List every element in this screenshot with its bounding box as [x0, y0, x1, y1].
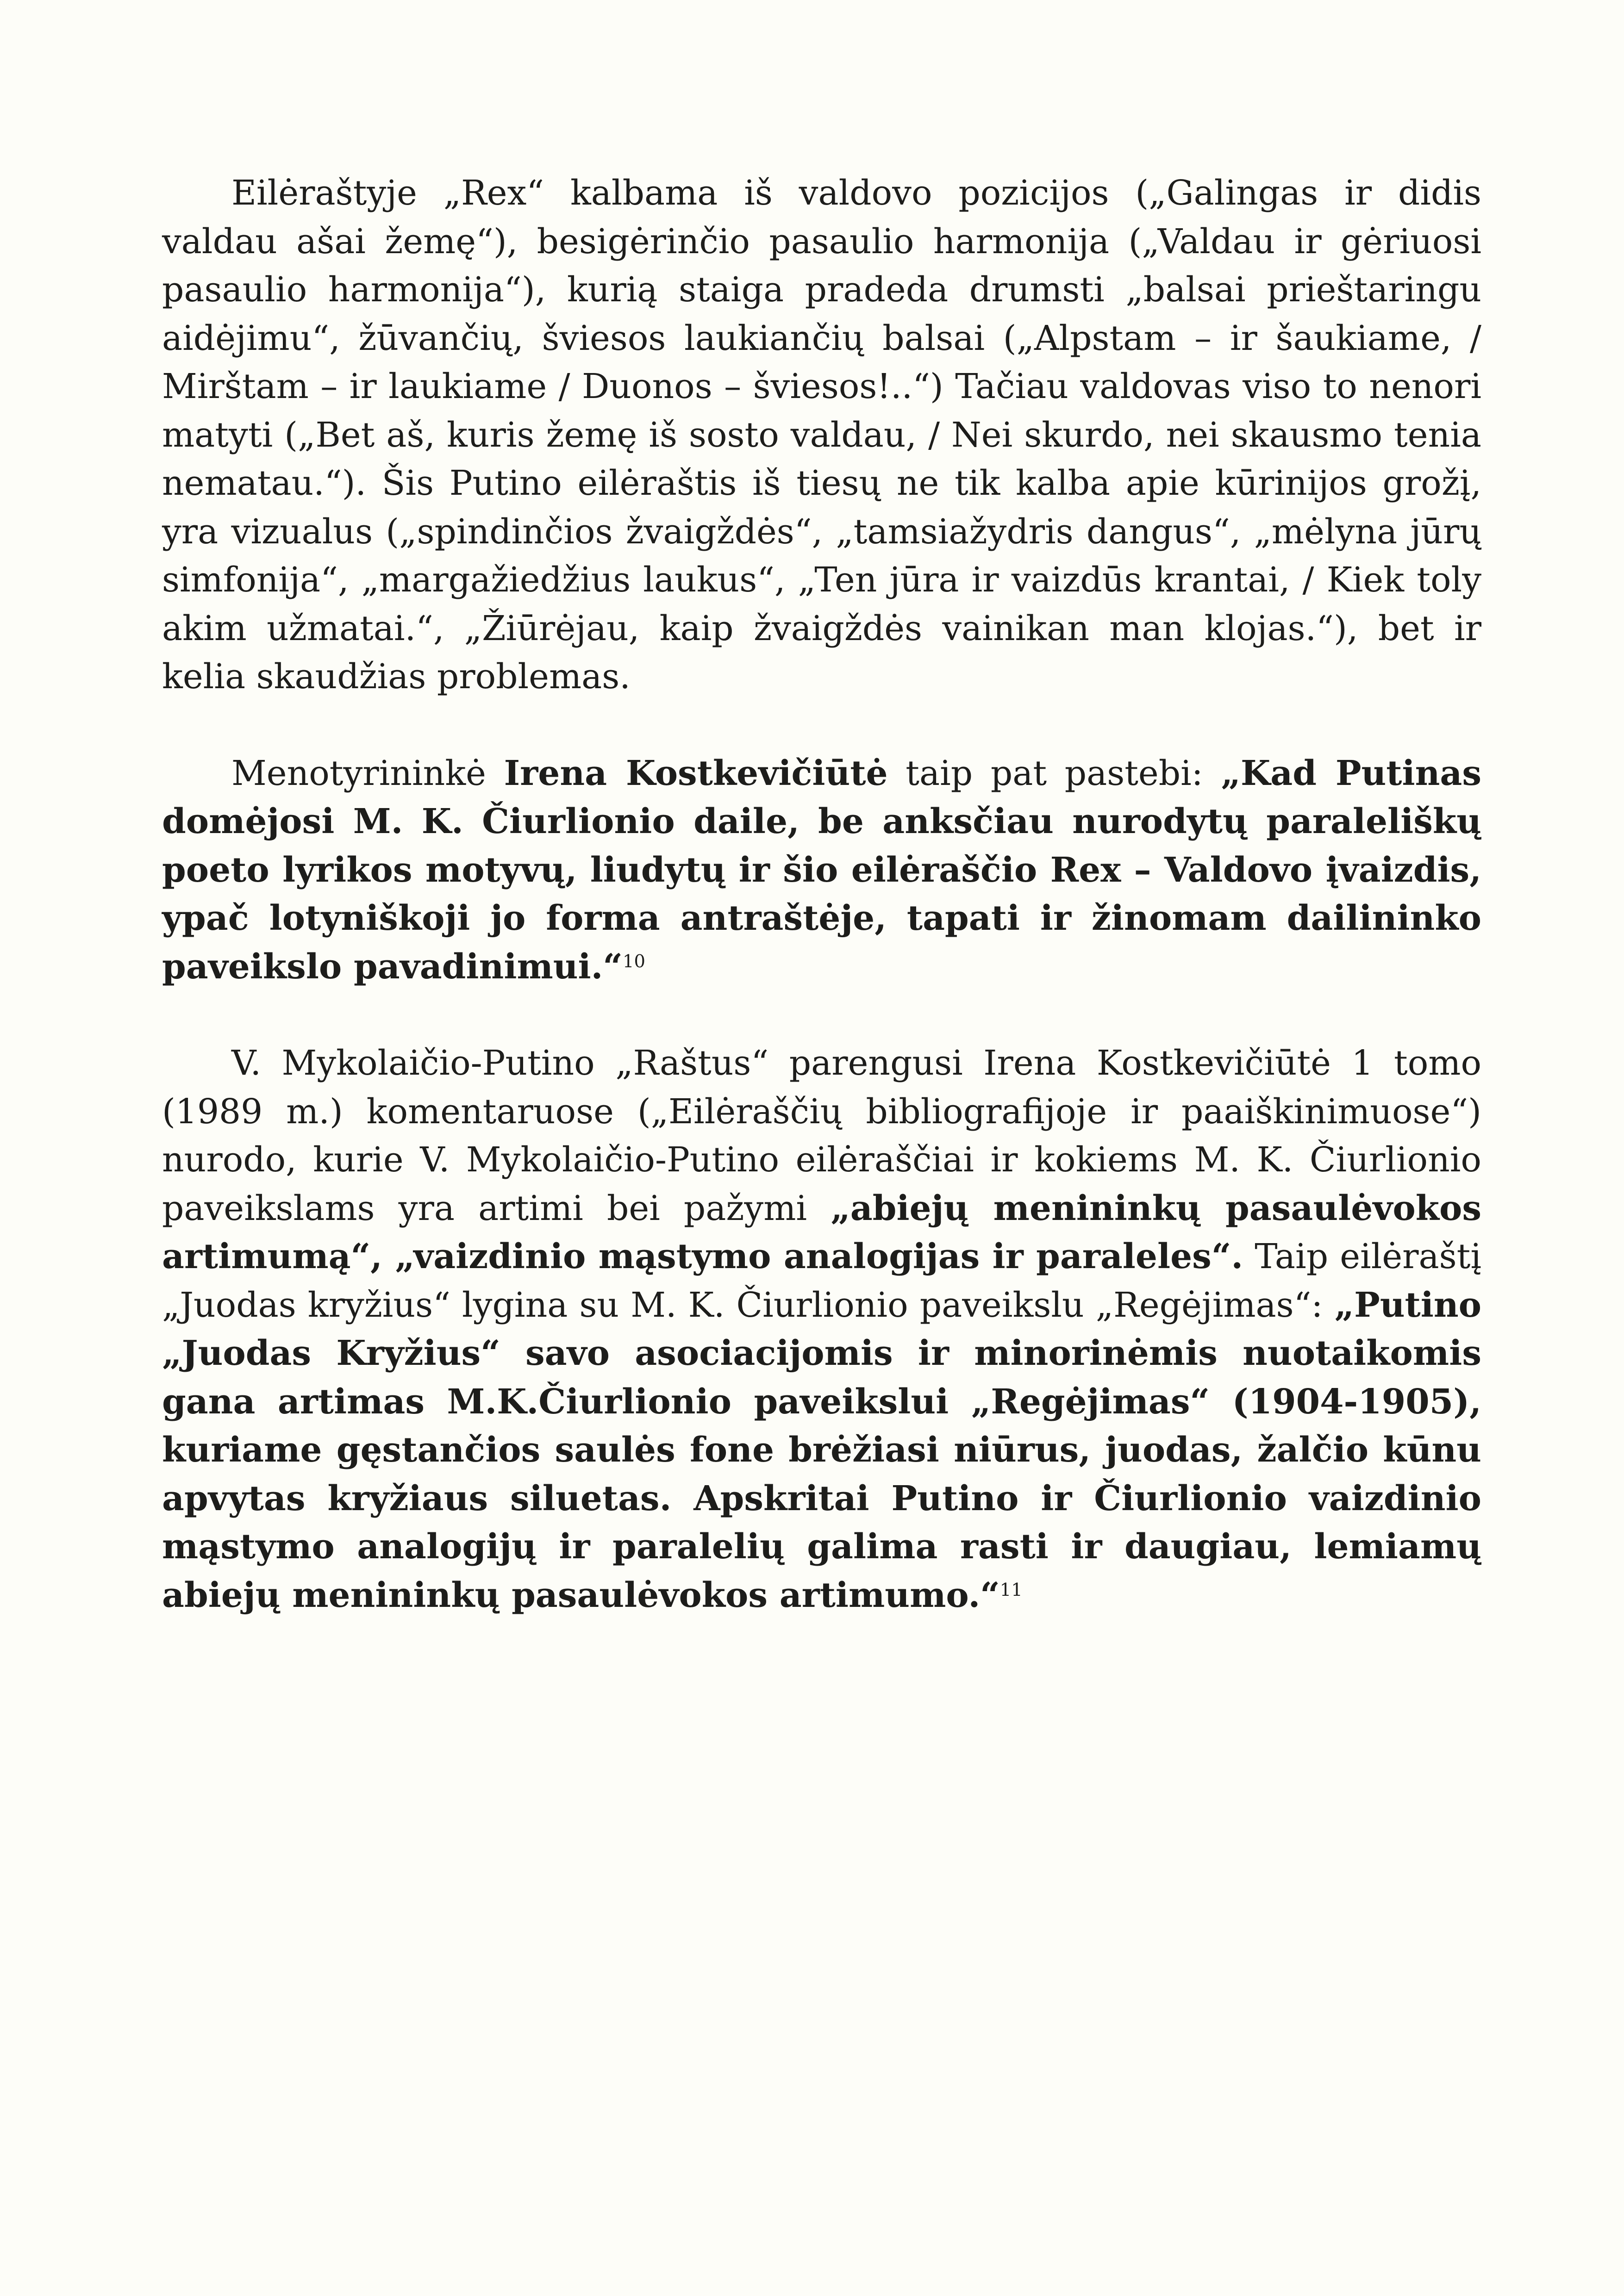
document-page [162, 169, 1481, 1668]
quote-text: „Kad Putinas domėjosi M. K. Čiurlionio daile, be anksčiau nurodytų paraleliškų poeto lyrikos motyvų, liudytų ir šio eilėraščio Rex – Valdovo įvaizdis, ypač lotyniškoji jo forma antraštėje, tapati ir žinomam dailininko paveikslo pavadinimui.“ [162, 753, 1482, 987]
quote-text: „abiejų menininkų pasaulėvokos artimumą“, „vaizdinio mąstymo analogijas ir paraleles“. [162, 1188, 1481, 1276]
paragraph-rastai-commentary [162, 1039, 1481, 1619]
footnote-ref: 11 [999, 1579, 1023, 1600]
author-name: Irena Kostkevičiūtė [504, 753, 888, 793]
quote-text: „Putino „Juodas Kryžius“ savo asociacijomis ir minorinėmis nuotaikomis gana artimas M.K.Čiurlionio paveikslui „Regėjimas“ (1904-1905), kuriame gęstančios saulės fone brėžiasi niūrus, juodas, žalčio kūnu apvytas kryžiaus siluetas. Apskritai Putino ir Čiurlionio vaizdinio mąstymo analogijų ir paralelių galima rasti ir daugiau, lemiamų abiejų menininkų pasaulėvokos artimumo.“ [162, 1285, 1481, 1615]
footnote-ref: 10 [623, 951, 645, 972]
text-segment: Eilėraštyje „Rex“ kalbama iš valdovo pozicijos („Galingas ir didis valdau ašai žemę“), besigėrinčio pasaulio harmonija („Valdau ir gėriuosi pasaulio harmonija“), kurią staiga pradeda drumsti „balsai prieštaringu aidėjimu“, žūvančių, šviesos laukiančių balsai („Alpstam – ir šaukiame, / Mirštam – ir laukiame / Duonos – šviesos!..“) Tačiau valdovas viso to nenori matyti („Bet aš, kuris žemę iš sosto valdau, / Nei skurdo, nei skausmo tenia nematau.“). Šis Putino eilėraštis iš tiesų ne tik kalba apie kūrinijos grožį, yra vizualus („spindinčios žvaigždės“, „tamsiažydris dangus“, „mėlyna jūrų simfonija“, „margažiedžius laukus“, „Ten jūra ir vaizdūs krantai, / Kiek toly akim užmatai.“, „Žiūrėjau, kaip žvaigždės vainikan man klojas.“), bet ir kelia skaudžias problemas. [162, 173, 1481, 697]
text-segment: taip pat pastebi: [887, 753, 1221, 793]
text-segment: V. Mykolaičio-Putino „Raštus“ parengusi Irena Kostkevičiūtė 1 tomo (1989 m.) komentaruose („Eilėraščių bibliografijoje ir paaiškinimuose“) nurodo, kurie V. Mykolaičio-Putino eilėraščiai ir kokiems M. K. Čiurlionio paveikslams yra artimi bei pažymi [162, 1043, 1481, 1228]
text-segment: Taip eilėraštį „Juodas kryžius“ lygina su M. K. Čiurlionio paveikslu „Regėjimas“: [162, 1237, 1481, 1325]
paragraph-kostkeviciute-quote [162, 749, 1481, 991]
paragraph-rex [162, 169, 1481, 701]
text-segment: Menotyrininkė [231, 753, 504, 793]
